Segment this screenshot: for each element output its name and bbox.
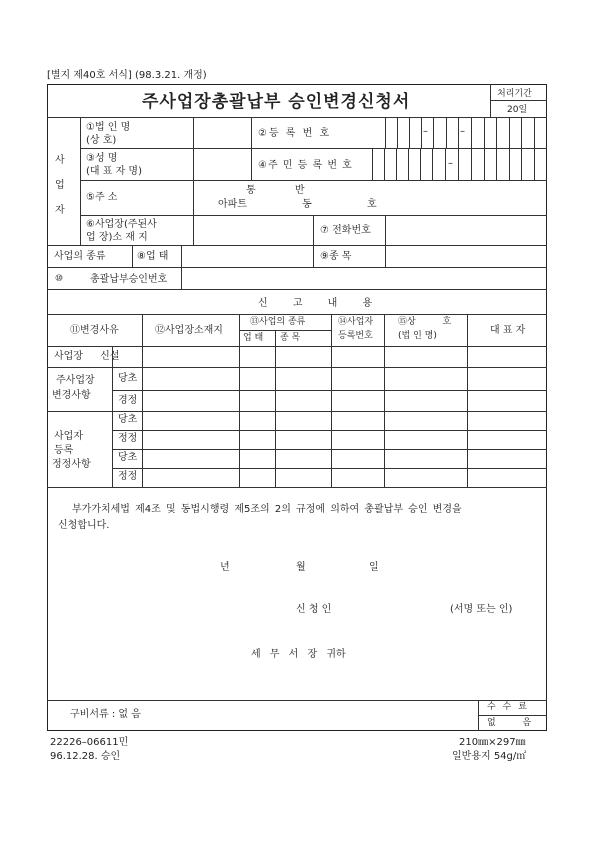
row-registration-change-3: 정정사항 [52, 459, 91, 470]
statement-line-1: 부가가치세법 제4조 및 동법시행령 제5조의 2의 규정에 의하여 총괄납부 승인 변경을 [72, 504, 462, 515]
applicant-section-label-3: 자 [55, 205, 65, 216]
address-label: ⑤주 소 [86, 192, 118, 203]
row-registration-change: 사업자 [54, 431, 83, 442]
fee-value: 없 음 [487, 718, 532, 728]
approval-no-label: 총괄납부승인번호 [90, 274, 168, 285]
form-title: 주사업장총괄납부 승인변경신청서 [142, 92, 411, 112]
registration-dash-1: – [423, 126, 428, 137]
col-business-location: ⑫사업장소재지 [155, 325, 223, 336]
business-location-field[interactable] [194, 216, 312, 244]
addressee: 세 무 서 장 귀하 [251, 649, 346, 660]
address-field[interactable] [194, 181, 546, 214]
report-section-title: 신 고 내 용 [258, 298, 373, 309]
row-new-site: 사업장 신설 [54, 351, 120, 362]
row-reg-after-1: 정정 [118, 433, 138, 444]
col-business-category: 업 태 [243, 333, 264, 343]
business-location-label-sub: 업 장)소 재 지 [86, 232, 148, 243]
business-item-field[interactable] [386, 246, 546, 266]
business-location-label: ⑥사업장(주된사 [86, 219, 157, 230]
paper-type: 일반용지 54g/㎡ [452, 751, 527, 762]
address-line-2: 아파트 동 호 [218, 199, 377, 210]
signature-field[interactable] [340, 600, 445, 620]
fee-label: 수 수 료 [487, 702, 529, 712]
approval-no-field[interactable] [182, 268, 546, 288]
applicant-section-label-1: 사 [55, 155, 65, 166]
row-main-site-change-sub: 변경사항 [52, 390, 91, 401]
representative-name-label-sub: (대 표 자 명) [86, 166, 142, 177]
registration-dash-2: – [460, 126, 465, 137]
applicant-section-label-2: 업 [55, 180, 65, 191]
resident-dash: – [448, 158, 453, 169]
col-business-type: ⑬사업의 종류 [250, 317, 306, 327]
resident-no-label: ④주 민 등 록 번 호 [258, 160, 353, 171]
registration-no-field[interactable] [385, 118, 546, 147]
col-change-reason: ⑪변경사유 [70, 325, 119, 336]
row-main-before: 당초 [118, 373, 138, 384]
col-representative: 대 표 자 [490, 325, 526, 336]
business-type-label: 사업의 종류 [54, 251, 106, 262]
form-number: 22226–06611민 [50, 737, 129, 748]
date-day: 일 [369, 562, 379, 573]
phone-label: ⑦ 전화번호 [320, 225, 371, 236]
row-reg-after-2: 정정 [118, 471, 138, 482]
processing-period-value: 20일 [507, 105, 528, 115]
date-year: 년 [220, 562, 230, 573]
row-main-after: 경정 [118, 395, 138, 406]
registration-no-label: ②등 록 번 호 [258, 128, 332, 139]
row-main-site-change: 주사업장 [56, 375, 95, 386]
date-month: 월 [296, 562, 306, 573]
address-line-1: 통 반 [246, 185, 305, 196]
approval-date: 96.12.28. 승인 [50, 751, 121, 762]
applicant-label: 신 청 인 [296, 604, 332, 615]
phone-field[interactable] [386, 216, 546, 244]
col-business-item: 종 목 [280, 333, 301, 343]
approval-no-number: ⑩ [55, 274, 64, 284]
report-table-cells[interactable] [143, 347, 546, 486]
business-category-field[interactable] [182, 246, 312, 266]
form-header-note: [별지 제40호 서식] (98.3.21. 개정) [47, 70, 207, 81]
business-category-label: ⑧업 태 [137, 251, 169, 262]
col-registration-no: ⑭사업자 [338, 317, 374, 327]
row-registration-change-2: 등록 [54, 445, 74, 456]
col-registration-no-sub: 등록번호 [338, 331, 373, 341]
signature-label: (서명 또는 인) [450, 604, 513, 615]
row-reg-before-2: 당초 [118, 452, 138, 463]
statement-line-2: 신청합니다. [58, 520, 110, 531]
business-name-label-sub: (상 호) [86, 135, 117, 146]
col-trade-name: ⑮상 호 [398, 317, 452, 327]
business-name-label: ①법 인 명 [86, 122, 131, 133]
col-trade-name-sub: (법 인 명) [398, 331, 437, 341]
paper-size: 210㎜×297㎜ [459, 737, 526, 748]
row-reg-before-1: 당초 [118, 414, 138, 425]
representative-name-label: ③성 명 [86, 153, 118, 164]
business-item-label: ⑨종 목 [320, 251, 352, 262]
required-documents: 구비서류 : 없 음 [70, 709, 141, 720]
processing-period-label: 처리기간 [497, 89, 532, 99]
resident-no-field[interactable] [372, 149, 546, 179]
